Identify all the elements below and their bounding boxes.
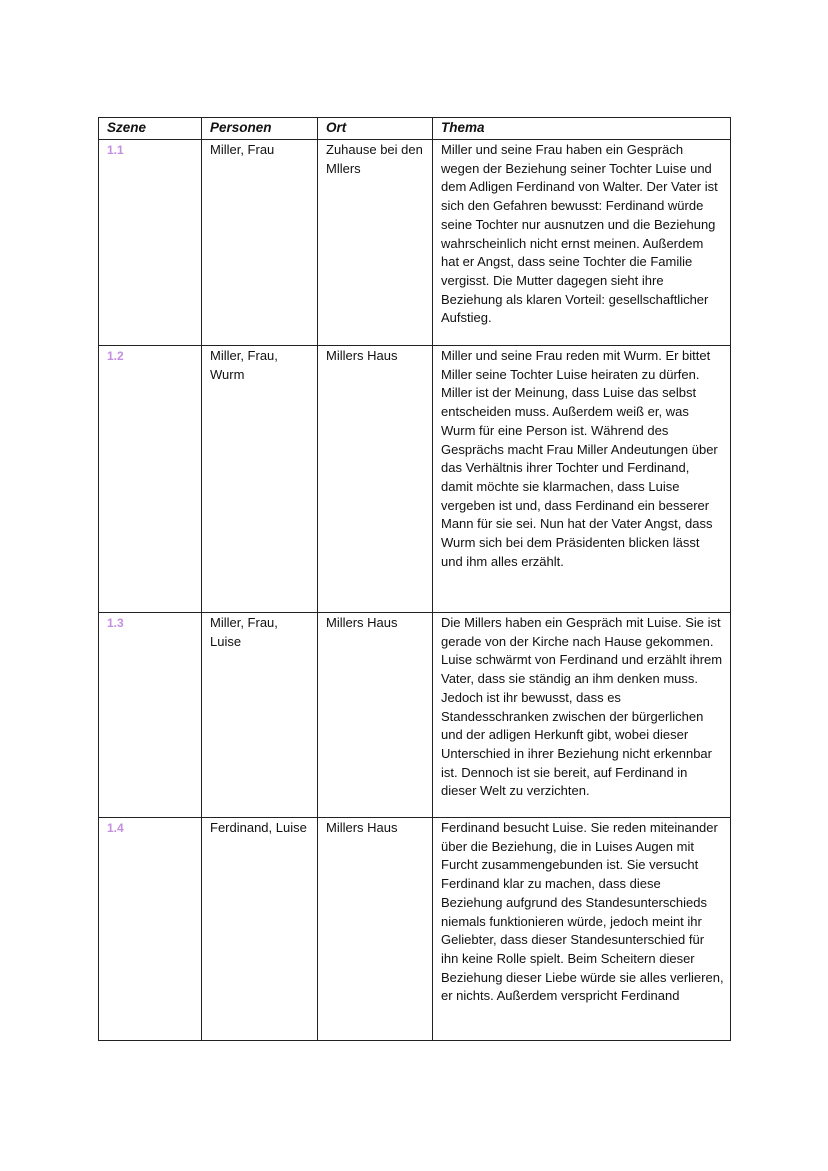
scene-topic: Ferdinand besucht Luise. Sie reden miteinander über die Beziehung, die in Luises Augen mit Furcht zusammengebunden ist. Sie versucht Ferdinand klar zu machen, dass diese Beziehung aufgrund des Standesunterschieds niemals funktionieren würde, jedoch meint ihr Geliebter, dass dieser Standesunterschied für ihn keine Rolle spielt. Beim Scheitern dieser Beziehung dieser Liebe würde sie alles verlieren, er nichts. Außerdem verspricht Ferdinand — [433, 818, 731, 1041]
scene-location: Millers Haus — [318, 818, 433, 1041]
scene-number: 1.2 — [99, 346, 202, 613]
table-header-row — [99, 118, 731, 140]
header-szene: Szene — [99, 118, 202, 140]
scene-location: Zuhause bei den Mllers — [318, 140, 433, 346]
table-row — [99, 818, 731, 1041]
scene-topic: Die Millers haben ein Gespräch mit Luise. Sie ist gerade von der Kirche nach Hause gekommen. Luise schwärmt von Ferdinand und erzählt ihrem Vater, dass sie ständig an ihm denken muss. Jedoch ist ihr bewusst, dass es Standesschranken zwischen der bürgerlichen und der adligen Herkunft gibt, wobei dieser Unterschied in ihrer Beziehung nicht erkennbar ist. Dennoch ist sie bereit, auf Ferdinand in dieser Welt zu verzichten. — [433, 613, 731, 818]
table-row — [99, 346, 731, 613]
scene-table — [98, 117, 731, 1041]
scene-number: 1.4 — [99, 818, 202, 1041]
scene-topic: Miller und seine Frau haben ein Gespräch wegen der Beziehung seiner Tochter Luise und dem Adligen Ferdinand von Walter. Der Vater ist sich den Gefahren bewusst: Ferdinand würde seine Tochter nur ausnutzen und die Beziehung wahrscheinlich nicht ernst meinen. Außerdem hat er Angst, dass seine Tochter die Familie vergisst. Die Mutter dagegen sieht ihre Beziehung als klaren Vorteil: gesellschaftlicher Aufstieg. — [433, 140, 731, 346]
table-row — [99, 613, 731, 818]
header-thema: Thema — [433, 118, 731, 140]
header-ort: Ort — [318, 118, 433, 140]
header-personen: Personen — [202, 118, 318, 140]
scene-location: Millers Haus — [318, 613, 433, 818]
scene-location: Millers Haus — [318, 346, 433, 613]
scene-persons: Miller, Frau, Wurm — [202, 346, 318, 613]
table-row — [99, 140, 731, 346]
scene-persons: Miller, Frau — [202, 140, 318, 346]
scene-persons: Ferdinand, Luise — [202, 818, 318, 1041]
scene-number: 1.1 — [99, 140, 202, 346]
scene-number: 1.3 — [99, 613, 202, 818]
scene-topic: Miller und seine Frau reden mit Wurm. Er bittet Miller seine Tochter Luise heiraten zu dürfen. Miller ist der Meinung, dass Luise das selbst entscheiden muss. Außerdem weiß er, was Wurm für eine Person ist. Während des Gesprächs macht Frau Miller Andeutungen über das Verhältnis ihrer Tochter und Ferdinand, damit möchte sie klarmachen, dass Luise vergeben ist und, dass Ferdinand ein besserer Mann für sie sei. Nun hat der Vater Angst, dass Wurm sich bei dem Präsidenten blicken lässt und ihm alles erzählt. — [433, 346, 731, 613]
scene-persons: Miller, Frau, Luise — [202, 613, 318, 818]
